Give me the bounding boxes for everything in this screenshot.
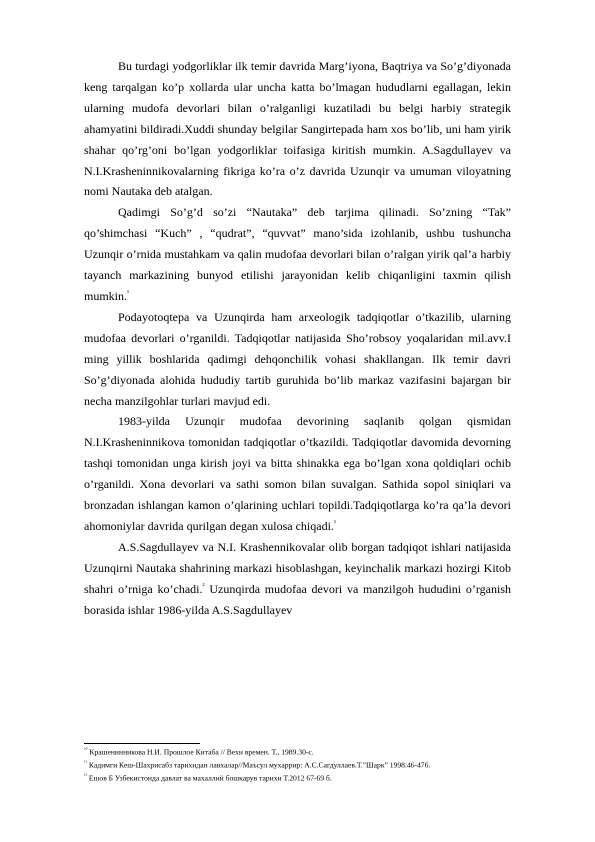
paragraph-4 [84,411,511,536]
footnote-reference: ¹ [127,288,130,297]
paragraph-1 [84,56,511,202]
paragraph-text-continued: Uzunqirda mudofaa devori va manzilgoh hududini o’rganish borasida ishlar 1986-yilda A.S.Sagdullayev [84,581,511,617]
footnote [84,771,511,784]
main-text [84,56,511,620]
footnote-reference: ² [202,581,205,590]
footnote [84,745,511,758]
footnote-reference: ¹ [333,518,337,527]
paragraph-3 [84,307,511,412]
paragraph-text: A.S.Sagdullayev va N.I. Krashennikovalar olib borgan tadqiqot ishlari natijasida Uzunqirni Nautaka shahrining markazi hisoblashgan, keyinchalik markazi hozirgi Kitob shahri o’rniga ko’chadi. [84,539,511,596]
footnote [84,758,511,771]
footnotes [84,745,511,784]
paragraph-text: 1983-yilda Uzunqir mudofaa devorining saqlanib qolgan qismidan N.I.Krasheninnikova tomonidan tadqiqotlar o’tkazildi. Tadqiqotlar davomida devorning tashqi tomonidan unga kirish joyi va bitta shinakka ega bo’lgan xona qoldiqlari ochib o’rganildi. Xona devorlari va sathi somon bilan suvalgan. Sathida sopol siniqlari va bronzadan ishlangan kamon o’qlarining uchlari topildi.Tadqiqotlarga ko’ra qa’la devori ahomoniylar davrida qurilgan degan xulosa chiqadi. [84,414,511,533]
paragraph-text: Podayotoqtepa va Uzunqirda ham arxeologik tadqiqotlar o’tkazilib, ularning mudofaa devorlari o’rganildi. Tadqiqotlar natijasida Sho’robsoy yoqalaridan mil.avv.I ming yillik boshlarida qadimgi dehqonchilik vohasi shakllangan. Ilk temir davri So’g’diyonada alohida hududiy tartib guruhida bo’lib markaz vazifasini bajargan bir necha manzilgohlar turlari mavjud edi. [84,309,511,408]
footnote-mark: ¹¹ [84,761,87,767]
paragraph-2 [84,202,511,307]
footnote-separator [84,743,200,744]
paragraph-text: Bu turdagi yodgorliklar ilk temir davrida Marg’iyona, Baqtriya va So’g’diyonada keng tarqalgan ko’p xollarda ular uncha katta bo’lmagan hududlarni egallagan, lekin ularning mudofa devorlari bilan o’ralganligi kuzatiladi bu belgi harbiy strategik ahamyatini bildiradi.Xuddi shunday belgilar Sangirtepada ham xos bo’lib, uni ham yirik shahar qo’rg’oni bo’lgan yodgorliklar toifasiga kiritish mumkin. A.Sagdullayev va N.I.Krasheninnikovalarning fikriga ko’ra o’z davrida Uzunqir va umuman viloyatning nomi Nautaka deb atalgan. [84,59,511,199]
footnote-text: Ешов Б Узбекистонда давлат ва махаллий бошкарув тарихи Т.2012 67-69 б. [88,773,332,783]
footnote-text: Кадимги Кеш-Шахрисабз тарихидан лавхалар//Маъсул мухаррир: А.С.Сагдуллаев.Т.”Шарк” 1998.46-476. [88,760,431,770]
footnote-text: Крашенинникова Н.И. Прошлое Китаба // Вехи времен. Т., 1989.30-с. [89,747,314,757]
footnote-mark: ¹² [84,774,87,780]
paragraph-text: Qadimgi So’g’d so’zi “Nautaka” deb tarjima qilinadi. So’zning “Tak” qo’shimchasi “Kuch” , “qudrat”, “quvvat” mano’sida izohlanib, ushbu tushuncha Uzunqir o’rnida mustahkam va qalin mudofaa devorlari bilan o’ralgan yirik qal’a harbiy tayanch markazining bunyod etilishi jarayonidan kelib chiqanligini taxmin qilish mumkin. [84,205,511,303]
footnote-mark: ¹⁰ [84,748,88,753]
paragraph-5 [84,537,511,621]
